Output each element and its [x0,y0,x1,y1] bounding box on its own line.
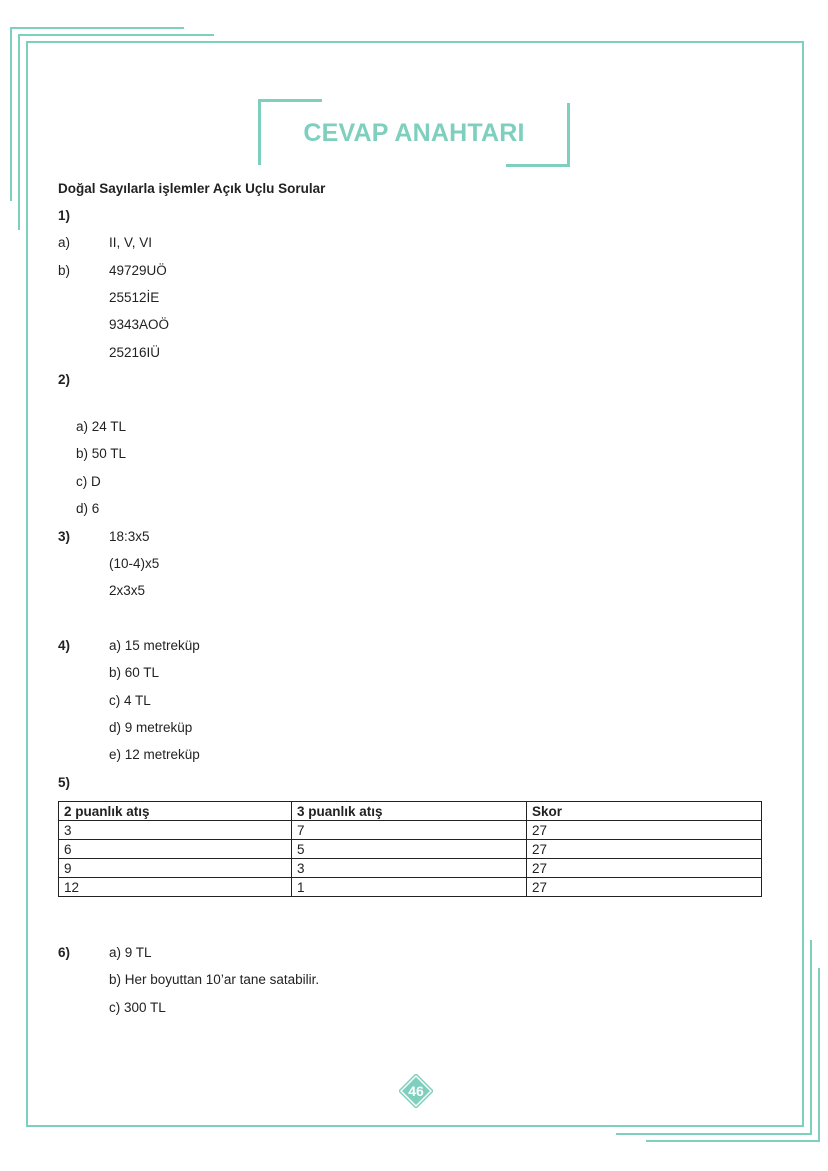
answer-label: a) [58,235,71,250]
answer-text: c) 4 TL [109,693,151,708]
frame-accent-line [18,34,214,36]
question-number: 6) [58,945,71,960]
answer-text: a) 24 TL [76,419,127,434]
frame-accent-line [646,1140,820,1142]
table-row [59,840,762,859]
answer-text: 25216IÜ [109,345,161,360]
section-heading: Doğal Sayılarla işlemler Açık Uçlu Sorular [58,181,326,196]
page-title: CEVAP ANAHTARI [303,119,525,147]
answer-text: c) 300 TL [109,1000,166,1015]
answer-text: b) Her boyuttan 10’ar tane satabilir. [109,972,320,987]
question-number: 4) [58,638,71,653]
frame-accent-line [10,27,184,29]
answer-label: b) [58,263,71,278]
table-header-cell: 2 puanlık atış [59,802,292,821]
table-cell: 3 [59,821,292,840]
answer-text: d) 9 metreküp [109,720,193,735]
table-header-cell: 3 puanlık atış [292,802,527,821]
table-header-row [59,802,762,821]
answer-text: d) 6 [76,501,100,516]
table-cell: 27 [527,821,762,840]
frame-accent-line [18,34,20,230]
table-header-cell: Skor [527,802,762,821]
table-cell: 6 [59,840,292,859]
title-bracket [258,99,322,102]
answer-text: 49729UÖ [109,263,167,278]
table-row [59,878,762,897]
frame-accent-line [810,940,812,1135]
page-number-badge [399,1074,433,1108]
table-cell: 1 [292,878,527,897]
answer-text: II, V, VI [109,235,153,250]
answer-text: c) D [76,474,101,489]
question-number: 1) [58,208,71,223]
answer-text: a) 9 TL [109,945,152,960]
table-cell: 7 [292,821,527,840]
table-row [59,821,762,840]
question-number: 5) [58,775,71,790]
answer-text: b) 60 TL [109,665,160,680]
title-bracket [506,164,570,167]
table-cell: 27 [527,859,762,878]
answer-text: (10-4)x5 [109,556,160,571]
frame-accent-line [818,968,820,1142]
page-number: 46 [408,1083,424,1099]
score-table [58,801,762,897]
answer-text: 18:3x5 [109,529,150,544]
answer-text: b) 50 TL [76,446,127,461]
table-cell: 12 [59,878,292,897]
table-row [59,859,762,878]
answer-text: 2x3x5 [109,583,146,598]
table-cell: 27 [527,840,762,859]
question-number: 2) [58,372,71,387]
table-cell: 5 [292,840,527,859]
frame-accent-line [10,27,12,201]
answer-text: 9343AOÖ [109,317,170,332]
answer-text: a) 15 metreküp [109,638,200,653]
title-box [258,99,570,167]
frame-accent-line [616,1133,812,1135]
table-cell: 9 [59,859,292,878]
question-number: 3) [58,529,71,544]
answer-text: 25512İE [109,290,160,305]
table-cell: 3 [292,859,527,878]
table-cell: 27 [527,878,762,897]
answer-text: e) 12 metreküp [109,747,200,762]
